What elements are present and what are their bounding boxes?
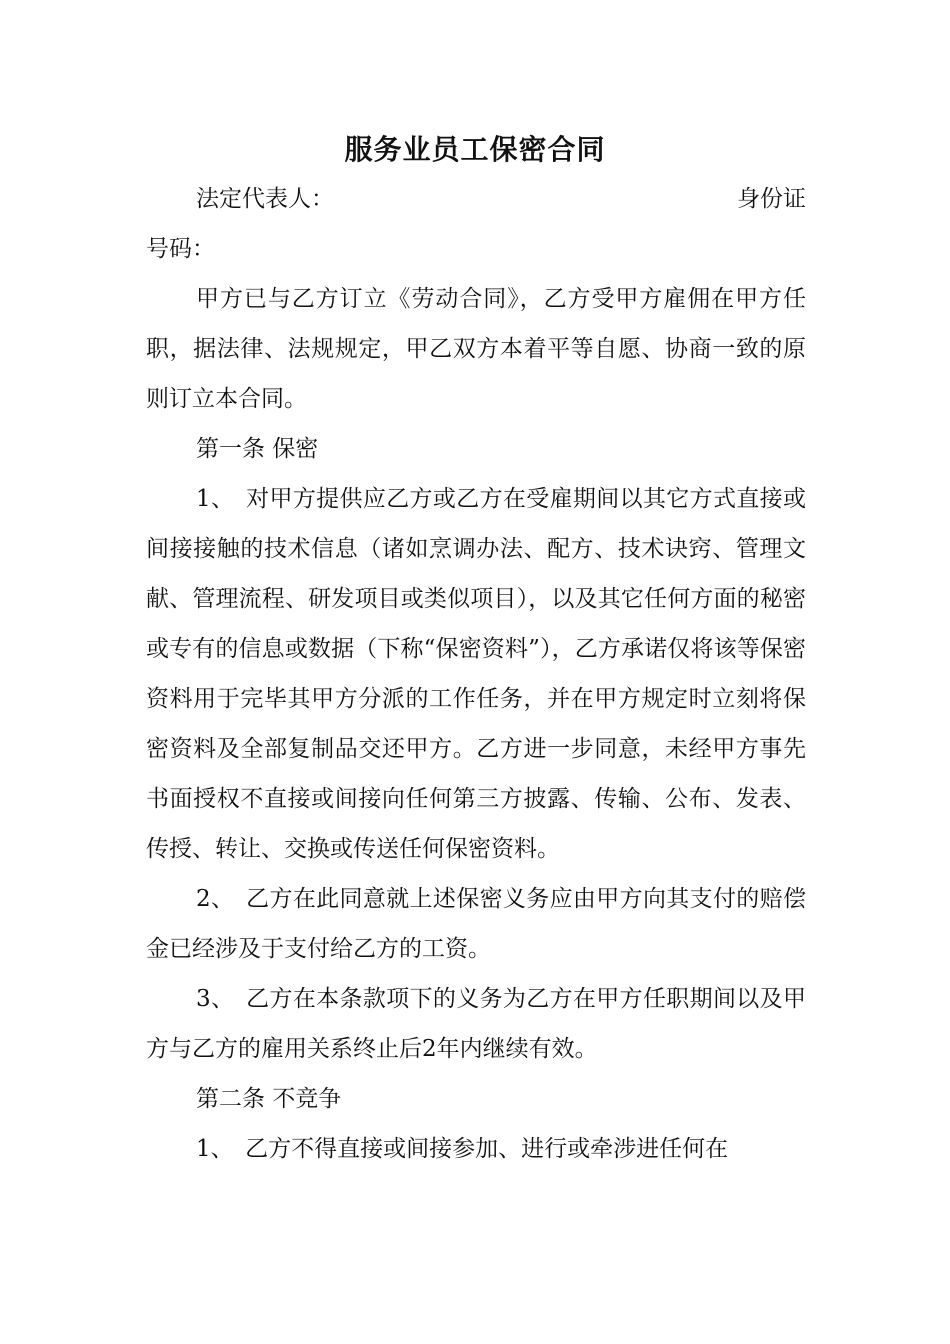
id-label-part2: 号码：	[146, 236, 215, 262]
representative-label: 法定代表人：	[196, 186, 334, 212]
document-body	[146, 174, 806, 1174]
representative-line	[146, 174, 806, 224]
article2-heading: 第二条 不竞争	[196, 1086, 342, 1112]
article1-heading: 第一条 保密	[196, 436, 319, 462]
article1-item-2: 2、 乙方在此同意就上述保密义务应由甲方向其支付的赔偿金已经涉及于支付给乙方的工资。	[146, 886, 806, 962]
id-label-part1: 身份证	[737, 186, 806, 212]
article2-item-1: 1、 乙方不得直接或间接参加、进行或牵涉进任何在	[196, 1136, 729, 1162]
article1-item-1: 1、 对甲方提供应乙方或乙方在受雇期间以其它方式直接或间接接触的技术信息（诸如烹调办法、配方、技术诀窍、管理文献、管理流程、研发项目或类似项目），以及其它任何方面的秘密或专有的信息或数据（下称“保密资料”），乙方承诺仅将该等保密资料用于完毕其甲方分派的工作任务，并在甲方规定时立刻将保密资料及全部复制品交还甲方。乙方进一步同意，未经甲方事先书面授权不直接或间接向任何第三方披露、传输、公布、发表、传授、转让、交换或传送任何保密资料。	[146, 486, 806, 862]
document-title: 服务业员工保密合同	[344, 133, 606, 166]
intro-paragraph: 甲方已与乙方订立《劳动合同》，乙方受甲方雇佣在甲方任职，据法律、法规规定，甲乙双方本着平等自愿、协商一致的原则订立本合同。	[146, 286, 806, 412]
article1-item-3: 3、 乙方在本条款项下的义务为乙方在甲方任职期间以及甲方与乙方的雇用关系终止后2年内继续有效。	[146, 986, 806, 1062]
